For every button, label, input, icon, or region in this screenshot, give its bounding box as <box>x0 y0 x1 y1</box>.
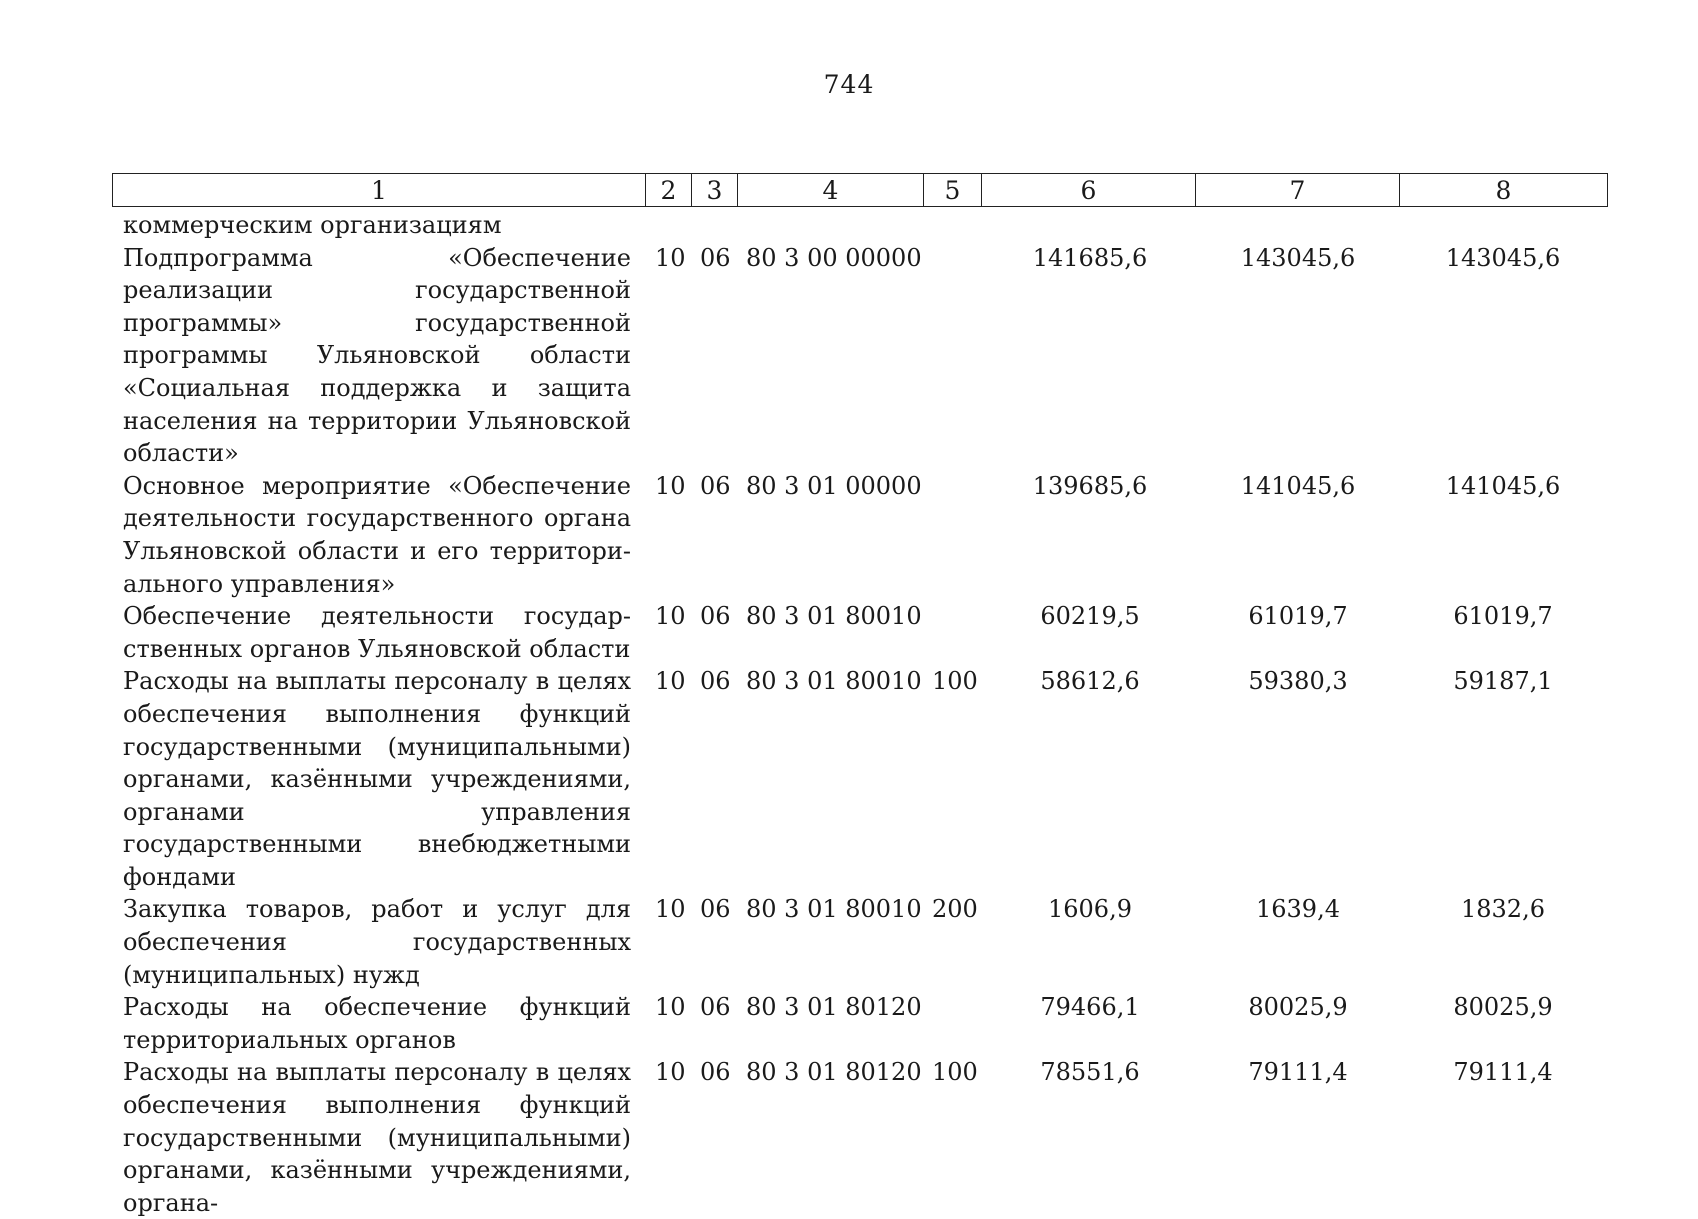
row-subsection: 06 <box>700 895 731 924</box>
row-description: Расходы на выплаты персоналу в целях обеспечения выполнения функций государственными (муниципальными) органами, казёнными учреждениями, органа- <box>123 1058 631 1217</box>
row-amount-7: 80025,9 <box>1248 993 1348 1022</box>
row-subsection: 06 <box>700 602 731 631</box>
row-amount-7: 141045,6 <box>1240 471 1356 500</box>
row-description: Расходы на обеспечение функций территориальных органов <box>123 993 631 1054</box>
row-subsection: 06 <box>700 243 731 272</box>
row-section: 10 <box>655 895 686 924</box>
table-row <box>0 242 1698 470</box>
row-amount-6: 79466,1 <box>1040 993 1140 1022</box>
row-section: 10 <box>655 471 686 500</box>
row-target-code: 80 3 01 00000 <box>746 471 922 500</box>
row-target-code: 80 3 00 00000 <box>746 243 922 272</box>
header-col-4: 4 <box>738 174 924 207</box>
row-subsection: 06 <box>700 993 731 1022</box>
row-target-code: 80 3 01 80120 <box>746 993 922 1022</box>
row-amount-8: 79111,4 <box>1453 1058 1553 1087</box>
row-description: Расходы на выплаты персоналу в целях обеспечения выполнения функций государственными (муниципальными) органами, казёнными учреждениями, органами управления государственными внебюджетными фондами <box>123 667 631 891</box>
header-col-6: 6 <box>982 174 1196 207</box>
row-expense-type: 100 <box>932 667 978 696</box>
page-number: 744 <box>823 70 875 99</box>
row-amount-8: 141045,6 <box>1445 471 1561 500</box>
row-target-code: 80 3 01 80010 <box>746 895 922 924</box>
table-row <box>0 1056 1698 1219</box>
row-amount-6: 139685,6 <box>1032 471 1148 500</box>
table-row <box>0 991 1698 1056</box>
table-header <box>112 173 1608 207</box>
row-section: 10 <box>655 602 686 631</box>
row-amount-7: 59380,3 <box>1248 667 1348 696</box>
row-expense-type: 100 <box>932 1058 978 1087</box>
row-description: Закупка товаров, работ и услуг для обеспечения государственных (муниципальных) нужд <box>123 895 631 989</box>
header-col-5: 5 <box>924 174 982 207</box>
row-description: Основное мероприятие «Обеспечение деятельности государственного органа Ульяновской области и его территориального управления» <box>123 471 631 598</box>
row-amount-6: 1606,9 <box>1048 895 1132 924</box>
row-section: 10 <box>655 993 686 1022</box>
row-amount-8: 59187,1 <box>1453 667 1553 696</box>
table-row <box>0 600 1698 665</box>
table-row <box>0 665 1698 893</box>
row-amount-7: 61019,7 <box>1248 602 1348 631</box>
table-row <box>0 470 1698 600</box>
row-amount-8: 143045,6 <box>1445 243 1561 272</box>
row-amount-7: 143045,6 <box>1240 243 1356 272</box>
row-section: 10 <box>655 243 686 272</box>
row-target-code: 80 3 01 80010 <box>746 667 922 696</box>
header-col-2: 2 <box>646 174 692 207</box>
row-section: 10 <box>655 667 686 696</box>
header-col-1: 1 <box>113 174 646 207</box>
row-amount-8: 1832,6 <box>1461 895 1545 924</box>
row-amount-8: 61019,7 <box>1453 602 1553 631</box>
table-body <box>0 209 1698 1219</box>
row-subsection: 06 <box>700 1058 731 1087</box>
row-amount-7: 79111,4 <box>1248 1058 1348 1087</box>
row-description: Подпрограмма «Обеспечение реализации государственной программы» государственной программы Ульяновской области «Социальная поддержка и защита населения на территории Ульяновской области» <box>123 243 631 468</box>
row-amount-6: 78551,6 <box>1040 1058 1140 1087</box>
row-description: коммерческим организациям <box>123 211 502 239</box>
row-expense-type: 200 <box>932 895 978 924</box>
row-subsection: 06 <box>700 471 731 500</box>
header-col-3: 3 <box>692 174 738 207</box>
row-amount-6: 58612,6 <box>1040 667 1140 696</box>
row-amount-6: 141685,6 <box>1032 243 1148 272</box>
table-row <box>0 209 1698 242</box>
row-amount-7: 1639,4 <box>1256 895 1340 924</box>
row-subsection: 06 <box>700 667 731 696</box>
row-amount-6: 60219,5 <box>1040 602 1140 631</box>
row-section: 10 <box>655 1058 686 1087</box>
row-description: Обеспечение деятельности государственных органов Ульяновской области <box>123 602 631 663</box>
table-row <box>0 893 1698 991</box>
row-target-code: 80 3 01 80010 <box>746 602 922 631</box>
row-target-code: 80 3 01 80120 <box>746 1058 922 1087</box>
header-col-7: 7 <box>1196 174 1400 207</box>
row-amount-8: 80025,9 <box>1453 993 1553 1022</box>
header-col-8: 8 <box>1400 174 1608 207</box>
